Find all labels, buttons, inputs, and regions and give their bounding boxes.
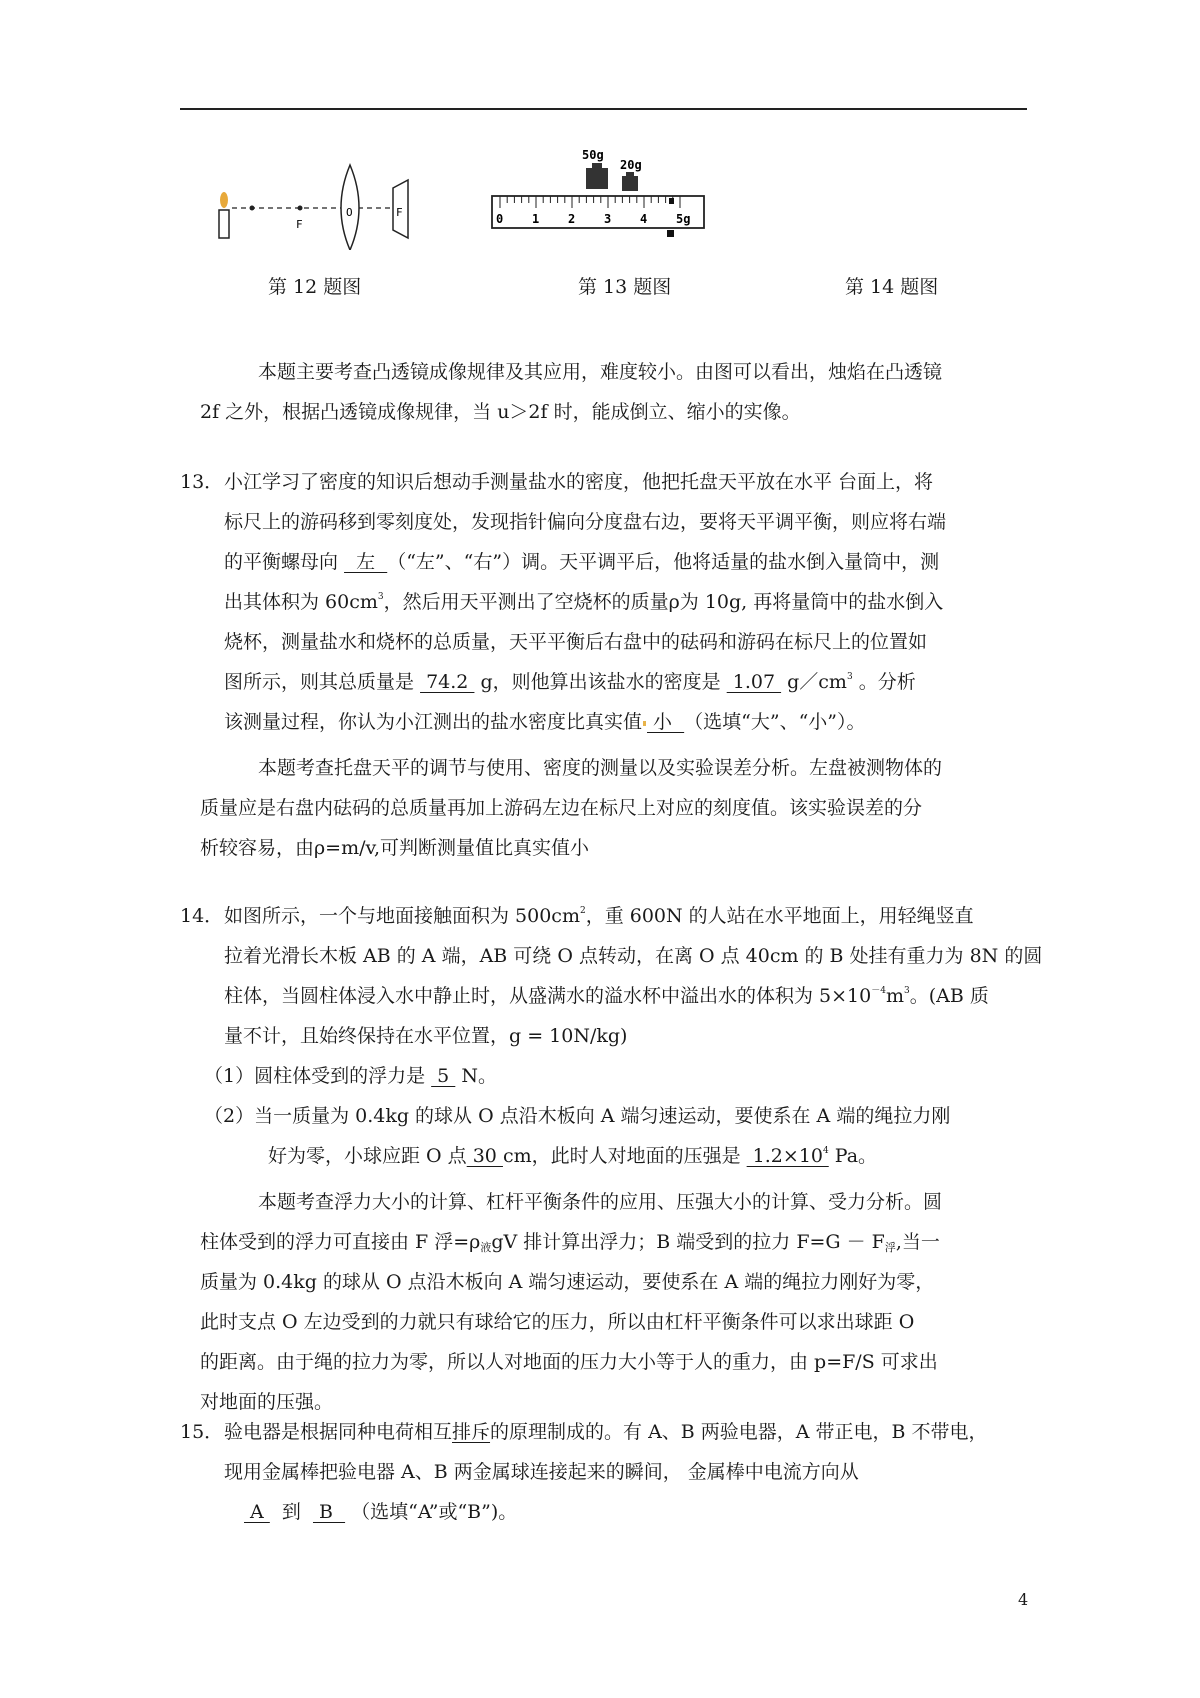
figure-12-caption: 第 12 题图 [268, 276, 362, 298]
q13-analysis [200, 748, 1030, 868]
q14-sub2-cont: 好为零，小球应距 O 点 30 cm，此时人对地面的压强是 $1.2\times 10^4$ Pa。 [268, 1145, 878, 1167]
figure-13-caption: 第 13 题图 [578, 276, 672, 298]
answer-blank: A [244, 1501, 270, 1523]
q14-analysis-line1: 本题考查浮力大小的计算、杠杆平衡条件的应用、压强大小的计算、受力分析。圆 [258, 1191, 943, 1213]
q14-analysis-line4: 此时支点 O 左边受到的力就只有球给它的压力，所以由杠杆平衡条件可以求出球距 O [200, 1311, 915, 1333]
figure-14-caption: 第 14 题图 [845, 276, 939, 298]
q14-analysis-line6: 对地面的压强。 [200, 1391, 334, 1413]
scale-tick-label: 4 [640, 212, 648, 226]
weight-label-50g: 50g [582, 148, 604, 162]
q14-analysis-line2: 柱体受到的浮力可直接由 F 浮$=\rho_液gV$ 排计算出浮力；B 端受到的拉力 $F=G - F_浮$,当一 [200, 1231, 940, 1254]
answer-blank: B [312, 1501, 346, 1523]
q13-line2: 标尺上的游码移到零刻度处，发现指针偏向分度盘右边，要将天平调平衡，则应将右端 [224, 511, 947, 533]
scale-tick-label: 2 [568, 212, 576, 226]
q14-line2: 拉着光滑长木板 AB 的 A 端，AB 可绕 O 点转动，在离 O 点 40cm 的 B 处挂有重力为 8N 的圆 [224, 945, 1043, 967]
question-number: 14． [180, 905, 224, 927]
q14-line1: 如图所示，一个与地面接触面积为 $500cm^2$，重 600N 的人站在水平地面上，用轻绳竖直 [224, 905, 974, 927]
q14-sub1: （1）圆柱体受到的浮力是 5 N。 [204, 1065, 497, 1087]
underlined-term: 排斥 [452, 1421, 491, 1443]
q13-line1: 小江学习了密度的知识后想动手测量盐水的密度，他把托盘天平放在水平 台面上，将 [224, 471, 934, 493]
mark-dot [643, 721, 646, 726]
question-14 [180, 896, 1043, 1176]
scale-tick-label: 1 [532, 212, 540, 226]
q12-analysis-line2: 2f 之外，根据凸透镜成像规律，当 u＞2f 时，能成倒立、缩小的实像。 [200, 401, 801, 423]
scale-tick-label: 3 [604, 212, 612, 226]
q13-analysis-line2: 质量应是右盘内砝码的总质量再加上游码左边在标尺上对应的刻度值。该实验误差的分 [200, 797, 923, 819]
q14-analysis-line5: 的距离。由于绳的拉力为零，所以人对地面的压力大小等于人的重力，由 p=F/S 可求出 [200, 1351, 938, 1373]
header-rule [180, 108, 1027, 110]
answer-blank: 30 [466, 1145, 503, 1167]
weight-50g-icon [586, 168, 608, 189]
answer-blank: 小 [647, 711, 685, 733]
q13-analysis-line1: 本题考查托盘天平的调节与使用、密度的测量以及实验误差分析。左盘被测物体的 [258, 757, 943, 779]
question-13 [180, 462, 1030, 742]
candle [219, 210, 229, 238]
q13-line5: 烧杯，测量盐水和烧杯的总质量，天平平衡后右盘中的砝码和游码在标尺上的位置如 [224, 631, 928, 653]
q15-line3: A 到 B （选填“A”或“B”)。 [244, 1501, 518, 1523]
q13-line7: 该测量过程，你认为小江测出的盐水密度比真实值 小 （选填“大”、“小”）。 [224, 711, 866, 733]
rider [667, 230, 674, 237]
label-o: O [346, 206, 353, 219]
answer-blank: 74.2 [420, 671, 475, 693]
q14-sub2: （2）当一质量为 0.4kg 的球从 O 点沿木板向 A 端匀速运动，要使系在 A 端的绳拉力刚 [204, 1105, 951, 1127]
q15-line1: 验电器是根据同种电荷相互排斥的原理制成的。有 A、B 两验电器，A 带正电，B 不带电， [224, 1421, 988, 1443]
q15-line2: 现用金属棒把验电器 A、B 两金属球连接起来的瞬间， 金属棒中电流方向从 [224, 1461, 859, 1483]
q14-line4: 量不计，且始终保持在水平位置，g = 10N/kg) [224, 1025, 628, 1047]
q13-line3: 的平衡螺母向 左 （“左”、“右”）调。天平调平后，他将适量的盐水倒入量筒中，测 [224, 551, 940, 573]
answer-blank: 1.07 [726, 671, 782, 693]
weight-label-20g: 20g [620, 158, 642, 172]
answer-blank: $1.2\times 10^4$ [746, 1145, 829, 1167]
answer-blank: 5 [431, 1065, 456, 1087]
scale-tick-label: 0 [496, 212, 504, 226]
q14-line3: 柱体，当圆柱体浸入水中静止时，从盛满水的溢水杯中溢出水的体积为 $5\times 10^{-4}m^3$。(AB 质 [224, 985, 989, 1007]
q13-analysis-line3: 析较容易，由ρ=m/v,可判断测量值比真实值小 [200, 837, 590, 859]
axis-point-f [298, 206, 303, 211]
candle-flame [220, 192, 228, 208]
question-number: 13． [180, 471, 224, 493]
q12-analysis [200, 352, 1030, 432]
q14-analysis-line3: 质量为 0.4kg 的球从 O 点沿木板向 A 端匀速运动，要使系在 A 端的绳拉力刚好为零， [200, 1271, 935, 1293]
figure-12-lens-diagram [210, 160, 430, 250]
weight-20g-icon [622, 176, 638, 191]
axis-point-2f [250, 206, 255, 211]
page-number: 4 [1018, 1590, 1029, 1609]
question-15 [180, 1412, 1030, 1532]
q13-line6: 图所示，则其总质量是 74.2 g，则他算出该盐水的密度是 1.07 $g/cm^3$ 。分析 [224, 671, 916, 693]
q14-analysis [200, 1182, 1030, 1422]
figure-13-balance-scale [480, 146, 730, 246]
answer-blank: 左 [344, 551, 388, 573]
scale-tick-label: 5g [676, 212, 691, 226]
q13-line4: 出其体积为 $60cm^3$，然后用天平测出了空烧杯的质量ρ为 10g, 再将量筒中的盐水倒入 [224, 591, 944, 613]
label-f-right: F [396, 206, 403, 219]
question-number: 15． [180, 1421, 224, 1443]
label-f-left: F [296, 218, 303, 231]
q12-analysis-line1: 本题主要考查凸透镜成像规律及其应用，难度较小。由图可以看出，烛焰在凸透镜 [258, 361, 943, 383]
